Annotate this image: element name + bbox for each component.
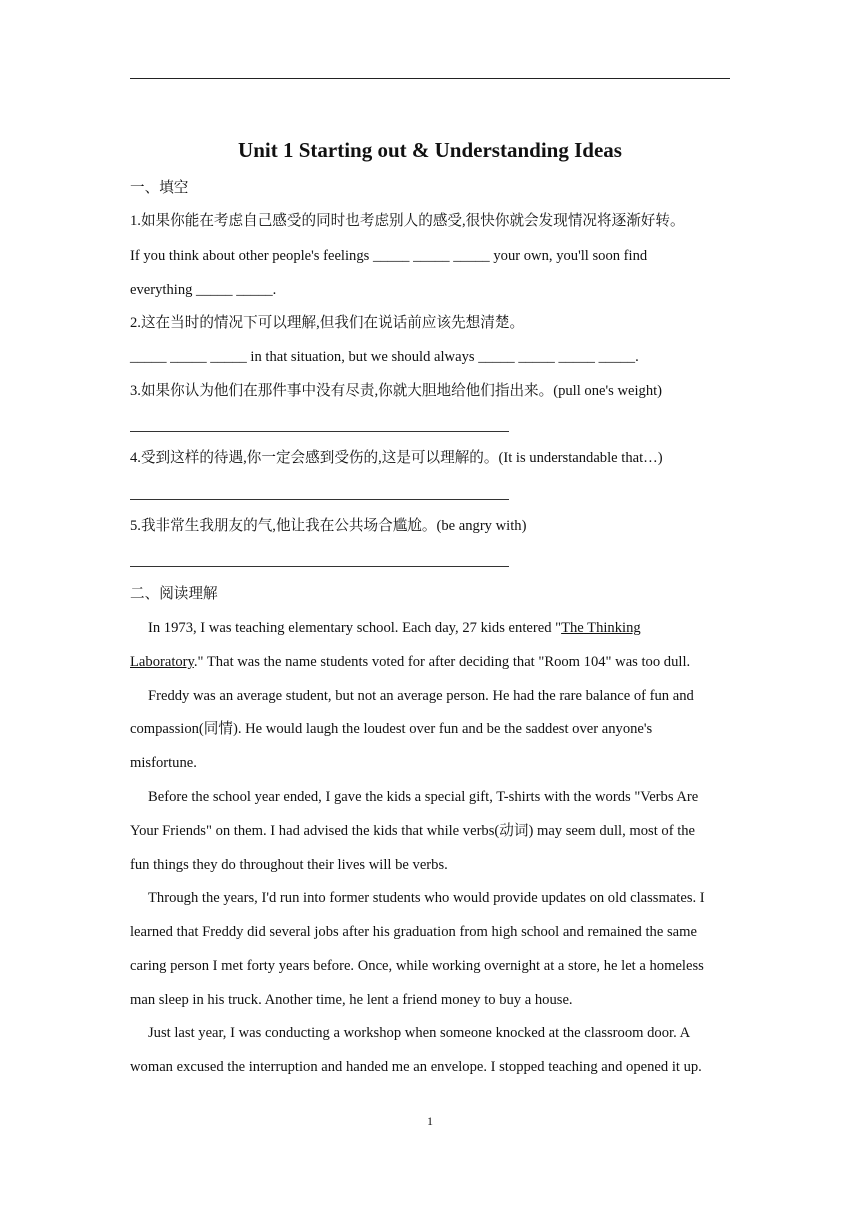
passage-p4-line1: Through the years, I'd run into former students who would provide updates on old classmates. I: [148, 890, 705, 906]
underlined-phrase: Laboratory: [130, 654, 194, 670]
passage-p3-line3: fun things they do throughout their lives will be verbs.: [130, 857, 448, 873]
passage-p4-line3: caring person I met forty years before. Once, while working overnight at a store, he let a homeless: [130, 958, 704, 974]
q1-english-line1: If you think about other people's feelings _____ _____ _____ your own, you'll soon find: [130, 248, 648, 264]
section1-heading: 一、填空: [130, 180, 189, 196]
q4-chinese: 4.受到这样的待遇,你一定会感到受伤的,这是可以理解的。(It is understandable that…): [130, 450, 663, 466]
passage-text: ." That was the name students voted for after deciding that "Room 104" was too dull.: [193, 654, 691, 670]
passage-text: In 1973, I was teaching elementary school. Each day, 27 kids entered ": [148, 620, 562, 636]
q4-answer-line: [130, 499, 509, 500]
section2-heading: 二、阅读理解: [130, 586, 218, 602]
passage-p2-line1: Freddy was an average student, but not an average person. He had the rare balance of fun and: [148, 688, 694, 704]
passage-p1-line1: [148, 618, 753, 638]
q2-chinese: 2.这在当时的情况下可以理解,但我们在说话前应该先想清楚。: [130, 315, 525, 331]
passage-p2-line3: misfortune.: [130, 755, 197, 771]
header-rule: [130, 78, 730, 79]
q2-english-line1: _____ _____ _____ in that situation, but we should always _____ _____ _____ _____.: [130, 349, 639, 365]
q5-answer-line: [130, 566, 509, 567]
page-title: Unit 1 Starting out & Understanding Ideas: [238, 138, 622, 162]
passage-p2-line2: compassion(同情). He would laugh the loudest over fun and be the saddest over anyone's: [130, 721, 653, 737]
q3-chinese: 3.如果你认为他们在那件事中没有尽责,你就大胆地给他们指出来。(pull one's weight): [130, 383, 663, 399]
passage-p4-line4: man sleep in his truck. Another time, he lent a friend money to buy a house.: [130, 992, 573, 1008]
passage-p3-line2: Your Friends" on them. I had advised the kids that while verbs(动词) may seem dull, most of the: [130, 823, 696, 839]
passage-p4-line2: learned that Freddy did several jobs after his graduation from high school and remained the same: [130, 924, 697, 940]
q3-answer-line: [130, 431, 509, 432]
passage-p1-line2: [130, 652, 735, 672]
q1-chinese: 1.如果你能在考虑自己感受的同时也考虑别人的感受,很快你就会发现情况将逐渐好转。: [130, 213, 685, 229]
passage-p5-line2: woman excused the interruption and handed me an envelope. I stopped teaching and opened it up.: [130, 1059, 702, 1075]
q5-chinese: 5.我非常生我朋友的气,他让我在公共场合尴尬。(be angry with): [130, 518, 527, 534]
passage-p3-line1: Before the school year ended, I gave the kids a special gift, T-shirts with the words "Verbs Are: [148, 789, 699, 805]
underlined-phrase: The Thinking: [561, 620, 641, 636]
passage-p5-line1: Just last year, I was conducting a workshop when someone knocked at the classroom door. A: [148, 1025, 691, 1041]
page-number: 1: [427, 1114, 433, 1128]
q1-english-line2: everything _____ _____.: [130, 282, 277, 298]
